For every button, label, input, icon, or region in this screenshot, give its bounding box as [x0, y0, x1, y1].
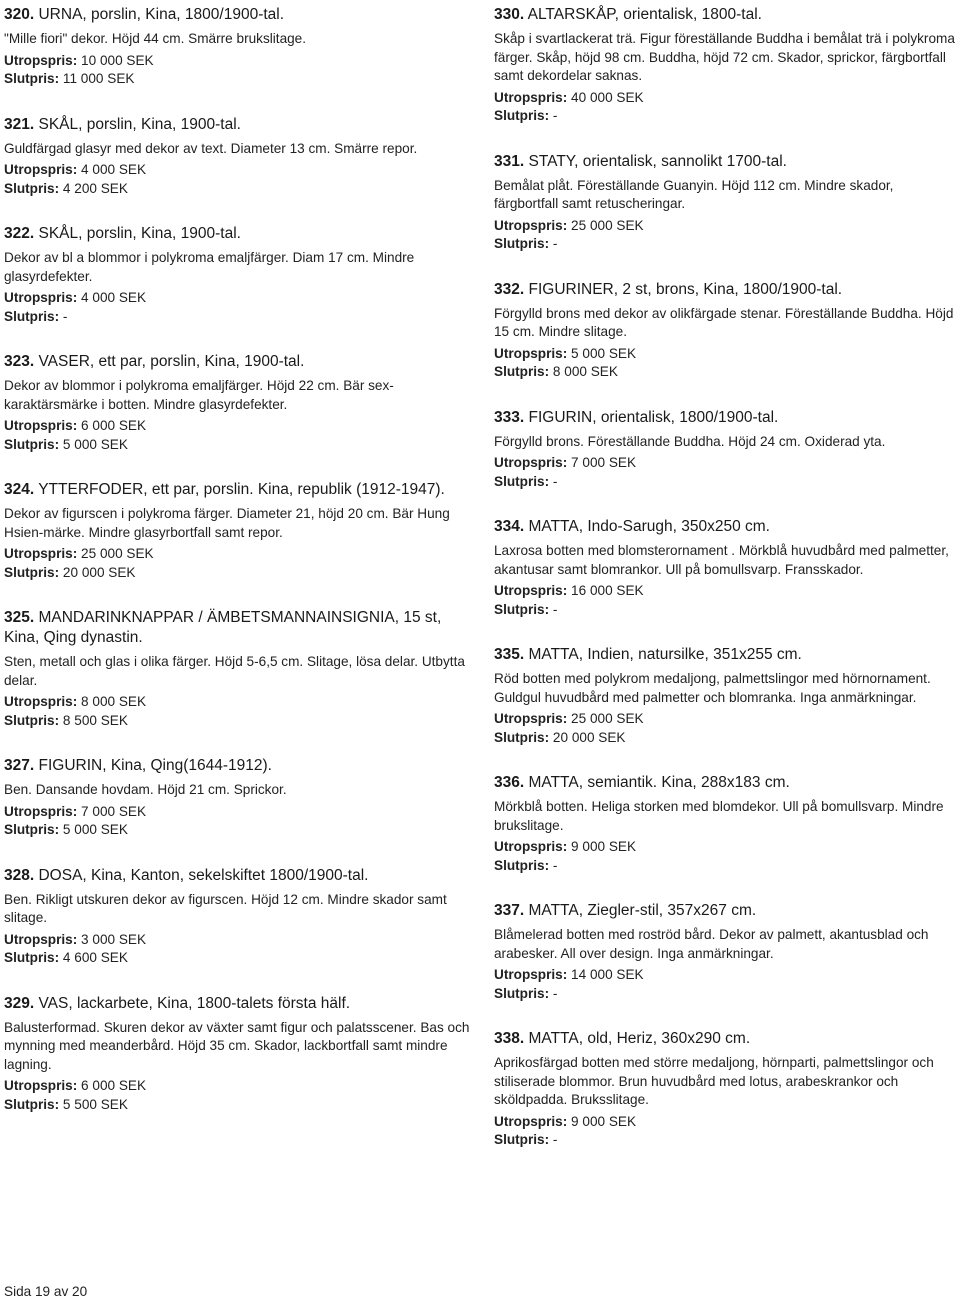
lot-item [494, 645, 956, 747]
lot-heading: MATTA, Indo-Sarugh, 350x250 cm. [528, 518, 770, 535]
lot-heading: MATTA, semiantik. Kina, 288x183 cm. [528, 774, 790, 791]
lot-title [4, 994, 474, 1014]
final-price-label: Slutpris: [4, 1096, 60, 1112]
lot-title [4, 608, 474, 648]
lot-number: 333. [494, 408, 525, 426]
lot-title [4, 352, 474, 372]
lot-heading: MATTA, Ziegler-stil, 357x267 cm. [528, 902, 757, 919]
lot-title [494, 152, 956, 172]
lot-item [494, 773, 956, 875]
start-price [4, 417, 474, 436]
lot-heading: URNA, porslin, Kina, 1800/1900-tal. [38, 6, 285, 23]
lot-item [494, 152, 956, 254]
lot-description: Aprikosfärgad botten med större medaljong, hörnparti, palmettslingor och stiliserade blommor. Brun huvudbård med lotus, arabeskrankor och sköldpadda. Bruksslitage. [494, 1055, 934, 1107]
final-price-value: - [62, 308, 68, 324]
lot-description: Blåmelerad botten med roströd bård. Dekor av palmett, akantusblad och arabesker. All over design. Inga anmärkningar. [494, 927, 929, 961]
start-price-label: Utropspris: [4, 418, 78, 433]
lot-heading: FIGURIN, Kina, Qing(1644-1912). [38, 757, 272, 774]
lot-item [4, 115, 474, 199]
final-price-value: - [552, 601, 558, 617]
final-price [4, 1096, 474, 1115]
lot-heading: VASER, ett par, porslin, Kina, 1900-tal. [38, 353, 305, 370]
lot-title [4, 866, 474, 886]
start-price-value: 4 000 SEK [81, 290, 147, 305]
final-price-value: 20 000 SEK [62, 564, 136, 580]
lot-heading: YTTERFODER, ett par, porslin. Kina, republik (1912-1947). [38, 481, 445, 498]
final-price-value: 4 200 SEK [62, 180, 128, 196]
start-price-value: 3 000 SEK [81, 931, 147, 947]
start-price-value: 16 000 SEK [571, 583, 644, 598]
lot-title [494, 901, 956, 921]
start-price-value: 6 000 SEK [81, 1078, 147, 1093]
final-price-label: Slutpris: [4, 180, 60, 196]
lot-item [494, 1029, 956, 1150]
final-price-label: Slutpris: [494, 729, 550, 745]
start-price-label: Utropspris: [4, 694, 78, 709]
lot-title [494, 645, 956, 665]
start-price-label: Utropspris: [4, 546, 78, 561]
final-price [4, 564, 474, 583]
start-price [494, 345, 956, 364]
lot-title [4, 480, 474, 500]
lot-number: 337. [494, 902, 525, 919]
lot-title [4, 115, 474, 135]
final-price-label: Slutpris: [494, 857, 550, 873]
final-price [494, 601, 956, 620]
lot-number: 338. [494, 1030, 525, 1047]
lot-number: 327. [4, 757, 35, 774]
final-price-label: Slutpris: [494, 1132, 550, 1147]
lot-number: 330. [494, 6, 525, 23]
lot-heading: ALTARSKÅP, orientalisk, 1800-tal. [527, 6, 762, 23]
lot-description: Sten, metall och glas i olika färger. Höjd 5-6,5 cm. Slitage, lösa delar. Utbytta delar. [4, 654, 465, 688]
start-price-label: Utropspris: [494, 89, 568, 105]
start-price-value: 9 000 SEK [571, 1113, 637, 1129]
lot-heading: MATTA, old, Heriz, 360x290 cm. [528, 1030, 751, 1047]
final-price-label: Slutpris: [4, 712, 60, 728]
lot-item [4, 756, 474, 840]
start-price-label: Utropspris: [4, 803, 78, 819]
lot-item [494, 517, 956, 619]
final-price-value: 8 500 SEK [62, 712, 128, 728]
start-price [4, 693, 474, 712]
lot-description: Balusterformad. Skuren dekor av växter samt figur och palatsscener. Bas och mynning med meanderbård. Höjd 35 cm. Skador, lackbortfall samt mindre lagning. [4, 1019, 470, 1072]
lot-title [494, 408, 956, 428]
lot-heading: MATTA, Indien, natursilke, 351x255 cm. [528, 646, 802, 663]
final-price-value: - [552, 236, 558, 251]
lot-item [4, 352, 474, 454]
lot-number: 335. [494, 646, 525, 663]
lot-item [4, 480, 474, 582]
start-price-label: Utropspris: [4, 931, 78, 947]
final-price-value: - [552, 985, 558, 1001]
start-price [494, 1113, 956, 1132]
start-price-value: 14 000 SEK [571, 967, 644, 982]
lot-number: 321. [4, 115, 35, 133]
start-price-value: 10 000 SEK [81, 52, 154, 68]
final-price-value: 20 000 SEK [552, 729, 626, 745]
start-price-value: 5 000 SEK [571, 345, 637, 361]
final-price-value: - [552, 1132, 558, 1147]
final-price-value: 5 000 SEK [62, 822, 128, 837]
final-price-value: 4 600 SEK [62, 950, 128, 965]
lot-heading: STATY, orientalisk, sannolikt 1700-tal. [528, 152, 787, 170]
lot-number: 325. [4, 609, 35, 626]
lot-heading: SKÅL, porslin, Kina, 1900-tal. [38, 115, 241, 133]
lot-heading: FIGURIN, orientalisk, 1800/1900-tal. [528, 408, 779, 426]
final-price [494, 107, 956, 126]
lot-number: 334. [494, 518, 525, 535]
start-price-label: Utropspris: [494, 967, 568, 982]
start-price-value: 9 000 SEK [571, 839, 637, 854]
lot-item [4, 994, 474, 1115]
final-price-label: Slutpris: [4, 436, 60, 452]
lot-heading: DOSA, Kina, Kanton, sekelskiftet 1800/1900-tal. [38, 866, 369, 884]
start-price-label: Utropspris: [494, 1113, 568, 1129]
start-price-label: Utropspris: [494, 455, 568, 470]
start-price-value: 25 000 SEK [571, 217, 644, 233]
start-price [4, 52, 474, 71]
start-price [4, 545, 474, 564]
lot-item [494, 280, 956, 382]
lot-heading: FIGURINER, 2 st, brons, Kina, 1800/1900-tal. [528, 280, 843, 298]
final-price [4, 821, 474, 840]
final-price-label: Slutpris: [494, 601, 550, 617]
final-price-label: Slutpris: [494, 108, 550, 123]
lot-item [4, 5, 474, 89]
lot-title [494, 5, 956, 25]
final-price-label: Slutpris: [4, 308, 60, 324]
lot-description: Dekor av blommor i polykroma emaljfärger. Höjd 22 cm. Bär sex-karaktärsmärke i botten. Mindre glasyrdefekter. [4, 378, 394, 412]
final-price-value: 11 000 SEK [62, 71, 135, 86]
start-price [494, 838, 956, 857]
start-price-value: 25 000 SEK [81, 546, 154, 561]
start-price-value: 8 000 SEK [81, 694, 147, 709]
lot-description: Ben. Dansande hovdam. Höjd 21 cm. Sprickor. [4, 782, 287, 797]
final-price [494, 857, 956, 876]
column-right [494, 5, 956, 1176]
lot-heading: MANDARINKNAPPAR / ÄMBETSMANNAINSIGNIA, 15 st, Kina, Qing dynastin. [4, 609, 442, 646]
start-price-label: Utropspris: [4, 290, 78, 305]
final-price-label: Slutpris: [494, 236, 550, 251]
lot-number: 323. [4, 353, 35, 370]
final-price-value: 5 500 SEK [62, 1096, 128, 1112]
lot-description: Guldfärgad glasyr med dekor av text. Diameter 13 cm. Smärre repor. [4, 140, 418, 156]
lot-item [4, 866, 474, 968]
final-price-label: Slutpris: [494, 364, 550, 379]
start-price-label: Utropspris: [4, 1078, 78, 1093]
start-price [494, 217, 956, 236]
start-price [494, 89, 956, 108]
final-price [4, 70, 474, 89]
lot-item [494, 408, 956, 492]
lot-item [4, 608, 474, 730]
final-price [494, 985, 956, 1004]
lot-number: 332. [494, 280, 525, 298]
final-price [4, 308, 474, 327]
start-price-label: Utropspris: [494, 711, 568, 726]
final-price [494, 473, 956, 492]
start-price [4, 289, 474, 308]
lot-description: Skåp i svartlackerat trä. Figur föreställande Buddha i bemålat trä i polykroma färger. Skåp, höjd 98 cm. Buddha, höjd 72 cm. Skador, sprickor, färgbortfall samt dekordelar saknas. [494, 31, 955, 83]
lot-number: 336. [494, 774, 525, 791]
final-price [4, 712, 474, 731]
final-price-label: Slutpris: [494, 985, 550, 1001]
lot-description: Mörkblå botten. Heliga storken med blomdekor. Ull på bomullsvarp. Mindre brukslitage. [494, 799, 944, 833]
final-price [494, 235, 956, 254]
final-price-value: - [552, 473, 558, 489]
final-price-label: Slutpris: [4, 950, 60, 965]
lot-title [4, 5, 474, 25]
start-price-label: Utropspris: [494, 839, 568, 854]
final-price-label: Slutpris: [4, 822, 60, 837]
final-price-value: 8 000 SEK [552, 364, 618, 379]
lot-description: Dekor av bl a blommor i polykroma emaljfärger. Diam 17 cm. Mindre glasyrdefekter. [4, 250, 415, 284]
start-price [494, 966, 956, 985]
start-price-label: Utropspris: [4, 52, 78, 68]
final-price [494, 1131, 956, 1150]
start-price-value: 7 000 SEK [571, 455, 637, 470]
lot-number: 324. [4, 481, 35, 498]
start-price-value: 7 000 SEK [81, 803, 147, 819]
lot-description: "Mille fiori" dekor. Höjd 44 cm. Smärre brukslitage. [4, 31, 307, 46]
final-price [4, 180, 474, 199]
start-price-label: Utropspris: [4, 162, 78, 177]
start-price-value: 4 000 SEK [81, 162, 147, 177]
start-price [4, 931, 474, 950]
start-price [494, 710, 956, 729]
final-price [494, 729, 956, 748]
start-price-value: 25 000 SEK [571, 711, 644, 726]
start-price [494, 454, 956, 473]
lot-title [494, 280, 956, 300]
final-price-label: Slutpris: [4, 564, 60, 580]
lot-heading: SKÅL, porslin, Kina, 1900-tal. [38, 225, 241, 242]
lot-item [494, 5, 956, 126]
lot-description: Bemålat plåt. Föreställande Guanyin. Höjd 112 cm. Mindre skador, färgbortfall samt retuscheringar. [494, 177, 894, 211]
final-price-value: - [552, 857, 558, 873]
lot-item [494, 901, 956, 1003]
lot-description: Laxrosa botten med blomsterornament . Mörkblå huvudbård med palmetter, akantusar samt blomrankor. Ull på bomullsvarp. Fransskador. [494, 543, 949, 577]
lot-title [494, 1029, 956, 1049]
lot-description: Förgylld brons med dekor av olikfärgade stenar. Föreställande Buddha. Höjd 15 cm. Mindre slitage. [494, 305, 954, 339]
lot-title [494, 773, 956, 793]
lot-number: 328. [4, 866, 35, 884]
lot-number: 320. [4, 6, 35, 23]
start-price [4, 161, 474, 180]
start-price [494, 582, 956, 601]
lot-description: Röd botten med polykrom medaljong, palmettslingor med hörnornament. Guldgul huvudbård med palmetter och blomranka. Inga anmärkningar. [494, 671, 931, 705]
start-price [4, 1077, 474, 1096]
start-price-value: 40 000 SEK [571, 89, 644, 105]
column-left [4, 5, 474, 1140]
final-price [494, 363, 956, 382]
start-price-label: Utropspris: [494, 345, 568, 361]
page-footer: Sida 19 av 20 [4, 1284, 88, 1299]
lot-title [494, 517, 956, 537]
lot-item [4, 224, 474, 326]
lot-title [4, 224, 474, 244]
start-price-value: 6 000 SEK [81, 418, 147, 433]
final-price [4, 949, 474, 968]
start-price [4, 803, 474, 822]
lot-title [4, 756, 474, 776]
lot-number: 331. [494, 152, 525, 170]
final-price-value: - [552, 108, 558, 123]
lot-description: Dekor av figurscen i polykroma färger. Diameter 21, höjd 20 cm. Bär Hung Hsien-märke. Mindre glasyrbortfall samt repor. [4, 506, 450, 540]
lot-heading: VAS, lackarbete, Kina, 1800-talets första hälf. [38, 994, 351, 1012]
start-price-label: Utropspris: [494, 217, 568, 233]
final-price-value: 5 000 SEK [62, 436, 128, 452]
lot-number: 322. [4, 225, 35, 242]
final-price-label: Slutpris: [4, 71, 60, 86]
lot-description: Ben. Rikligt utskuren dekor av figurscen. Höjd 12 cm. Mindre skador samt slitage. [4, 891, 447, 925]
start-price-label: Utropspris: [494, 583, 568, 598]
lot-description: Förgylld brons. Föreställande Buddha. Höjd 24 cm. Oxiderad yta. [494, 433, 886, 449]
final-price [4, 436, 474, 455]
lot-number: 329. [4, 994, 35, 1012]
final-price-label: Slutpris: [494, 473, 550, 489]
